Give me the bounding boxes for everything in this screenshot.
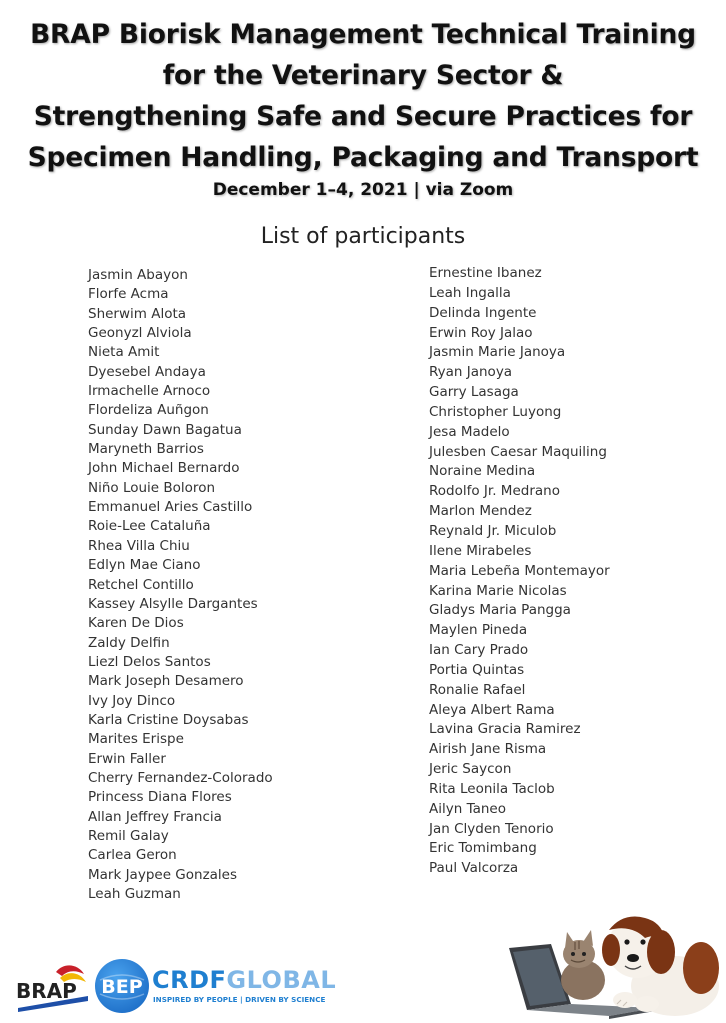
participant-name: Irmachelle Arnoco (88, 383, 211, 400)
crdf-wordmark-part1: CRDF (152, 966, 227, 994)
participant-name: Edlyn Mae Ciano (88, 557, 201, 574)
crdf-global-logo (152, 966, 337, 1010)
cat-icon (561, 930, 605, 1000)
participant-name: Marites Erispe (88, 731, 184, 748)
participant-name: Cherry Fernandez-Colorado (88, 769, 273, 786)
participant-name: Ian Cary Prado (429, 642, 529, 659)
participant-name: Liezl Delos Santos (88, 653, 211, 670)
participant-name: Nieta Amit (88, 344, 160, 361)
participant-name: Mark Joseph Desamero (88, 673, 244, 690)
participant-name: Ryan Janoya (429, 364, 513, 381)
participant-name: Florfe Acma (88, 286, 169, 303)
participants-right-column (429, 264, 610, 879)
crdf-tagline: INSPIRED BY PEOPLE | DRIVEN BY SCIENCE (153, 995, 326, 1004)
participant-name: Roie-Lee Cataluña (88, 518, 211, 535)
participant-name: Jasmin Marie Janoya (429, 344, 566, 361)
participant-name: Maylen Pineda (429, 622, 528, 639)
participant-name: Delinda Ingente (429, 304, 537, 321)
participant-name: Leah Ingalla (429, 284, 511, 301)
participant-name: Aleya Albert Rama (429, 701, 555, 718)
participant-name: Kassey Alsylle Dargantes (88, 595, 258, 612)
participant-name: Jeric Saycon (429, 761, 512, 778)
participant-name: Niño Louie Boloron (88, 479, 216, 496)
brap-logo (12, 958, 92, 1014)
pets-laptop-illustration (505, 908, 720, 1020)
dog-icon (602, 917, 719, 1017)
participant-name: Allan Jeffrey Francia (88, 808, 222, 825)
crdf-wordmark-part2: GLOBAL (226, 966, 337, 994)
title-line-2: for the Veterinary Sector & (162, 60, 564, 91)
participant-name: Sunday Dawn Bagatua (88, 421, 242, 438)
participant-name: Jesa Madelo (429, 423, 510, 440)
participant-name: Ivy Joy Dinco (88, 692, 176, 709)
participant-name: Remil Galay (88, 827, 169, 844)
participant-name: Karen De Dios (88, 615, 184, 632)
participant-name: Ernestine Ibanez (429, 265, 542, 281)
title-line-3: Strengthening Safe and Secure Practices for (33, 101, 693, 132)
participant-name: Mark Jaypee Gonzales (88, 866, 238, 883)
participant-name: Jasmin Abayon (88, 267, 188, 283)
participant-name: Garry Lasaga (429, 384, 519, 401)
participant-name: Flordeliza Auñgon (88, 402, 209, 419)
participants-left-column (88, 266, 273, 904)
participant-name: John Michael Bernardo (88, 460, 240, 477)
participant-name: Erwin Roy Jalao (429, 324, 533, 341)
participant-name: Paul Valcorza (429, 860, 519, 877)
participant-name: Ailyn Taneo (429, 800, 506, 817)
event-date-subtitle: December 1–4, 2021 | via Zoom (212, 180, 514, 200)
participant-name: Carlea Geron (88, 847, 177, 864)
participant-name: Jan Clyden Tenorio (429, 820, 554, 837)
participant-name: Maryneth Barrios (88, 441, 204, 458)
participant-name: Emmanuel Aries Castillo (88, 499, 253, 516)
participant-name: Lavina Gracia Ramirez (429, 721, 581, 738)
participant-name: Rhea Villa Chiu (88, 537, 190, 554)
participant-name: Reynald Jr. Miculob (429, 522, 557, 539)
footer-logos (0, 900, 726, 1023)
participant-name: Leah Guzman (88, 886, 181, 902)
participant-name: Julesben Caesar Maquiling (429, 443, 607, 460)
participant-name: Karina Marie Nicolas (429, 582, 567, 599)
crdf-global-wordmark (152, 966, 336, 994)
participant-name: Gladys Maria Pangga (429, 602, 571, 619)
participant-name: Marlon Mendez (429, 503, 532, 520)
bep-logo (94, 958, 150, 1014)
participant-name: Rita Leonila Taclob (429, 780, 555, 797)
participant-name: Dyesebel Andaya (88, 363, 206, 380)
participant-name: Sherwim Alota (88, 305, 187, 322)
participant-name: Christopher Luyong (429, 403, 562, 420)
title-line-4: Specimen Handling, Packaging and Transport (27, 142, 699, 173)
participant-name: Ronalie Rafael (429, 681, 526, 698)
participant-name: Airish Jane Risma (429, 741, 547, 758)
participant-name: Ilene Mirabeles (429, 542, 532, 559)
participant-name: Eric Tomimbang (429, 840, 537, 857)
participant-name: Zaldy Delfin (88, 634, 170, 651)
participant-name: Karla Cristine Doysabas (88, 711, 249, 728)
header (0, 14, 726, 202)
participant-name: Rodolfo Jr. Medrano (429, 483, 560, 500)
title-line-1: BRAP Biorisk Management Technical Training (30, 19, 696, 50)
participant-name: Princess Diana Flores (88, 789, 232, 806)
participant-name: Geonyzl Alviola (88, 325, 192, 342)
list-heading: List of participants (260, 224, 466, 249)
participant-name: Portia Quintas (429, 661, 525, 678)
participant-name: Erwin Faller (88, 750, 166, 767)
participant-name: Maria Lebeña Montemayor (429, 562, 610, 579)
bep-logo-text: BEP (101, 976, 143, 998)
participant-name: Retchel Contillo (88, 576, 194, 593)
brap-logo-text: BRAP (16, 979, 77, 1003)
participant-name: Noraine Medina (429, 463, 536, 480)
